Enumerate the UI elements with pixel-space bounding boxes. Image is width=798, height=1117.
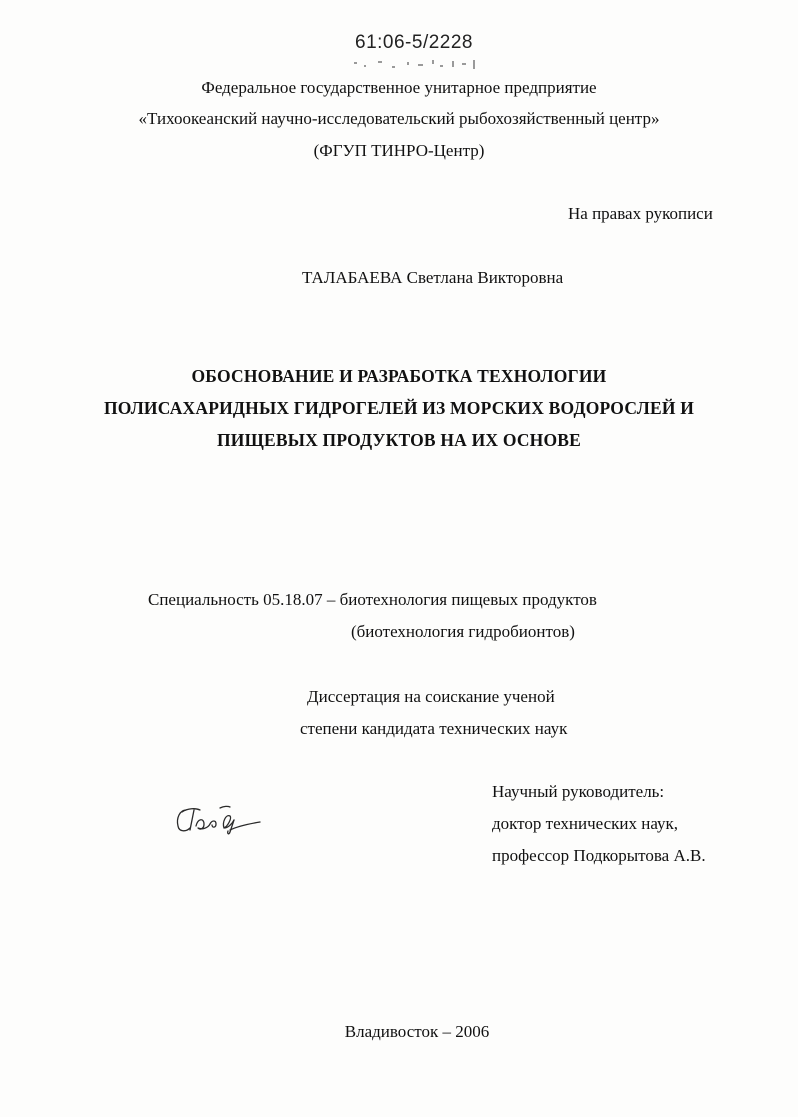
- organization-line-1: Федеральное государственное унитарное предприятие: [201, 78, 597, 97]
- author-name: ТАЛАБАЕВА Светлана Викторовна: [302, 268, 564, 287]
- manuscript-rights-note: На правах рукописи: [568, 204, 713, 223]
- supervisor-degree: доктор технических наук,: [492, 814, 679, 833]
- dissertation-line-1: Диссертация на соискание ученой: [307, 687, 555, 706]
- dissertation-line-2: степени кандидата технических наук: [300, 719, 568, 738]
- organization-abbreviation: (ФГУП ТИНРО-Центр): [313, 141, 485, 160]
- specialty-line-1: Специальность 05.18.07 – биотехнология пищевых продуктов: [148, 590, 597, 609]
- registration-stamp: 61:06-5/2228: [355, 32, 473, 53]
- title-line-2: ПОЛИСАХАРИДНЫХ ГИДРОГЕЛЕЙ ИЗ МОРСКИХ ВОДОРОСЛЕЙ И: [103, 398, 695, 418]
- stamp-smudge: [352, 58, 482, 72]
- supervisor-name: профессор Подкорытова А.В.: [492, 846, 706, 865]
- title-line-3: ПИЩЕВЫХ ПРОДУКТОВ НА ИХ ОСНОВЕ: [216, 430, 582, 450]
- supervisor-label: Научный руководитель:: [492, 782, 665, 801]
- organization-line-2: «Тихоокеанский научно-исследовательский рыбохозяйственный центр»: [138, 109, 660, 128]
- place-and-year: Владивосток – 2006: [344, 1022, 490, 1041]
- specialty-line-2: (биотехнология гидробионтов): [351, 622, 575, 641]
- handwritten-signature: [172, 798, 264, 840]
- title-line-1: ОБОСНОВАНИЕ И РАЗРАБОТКА ТЕХНОЛОГИИ: [191, 366, 607, 386]
